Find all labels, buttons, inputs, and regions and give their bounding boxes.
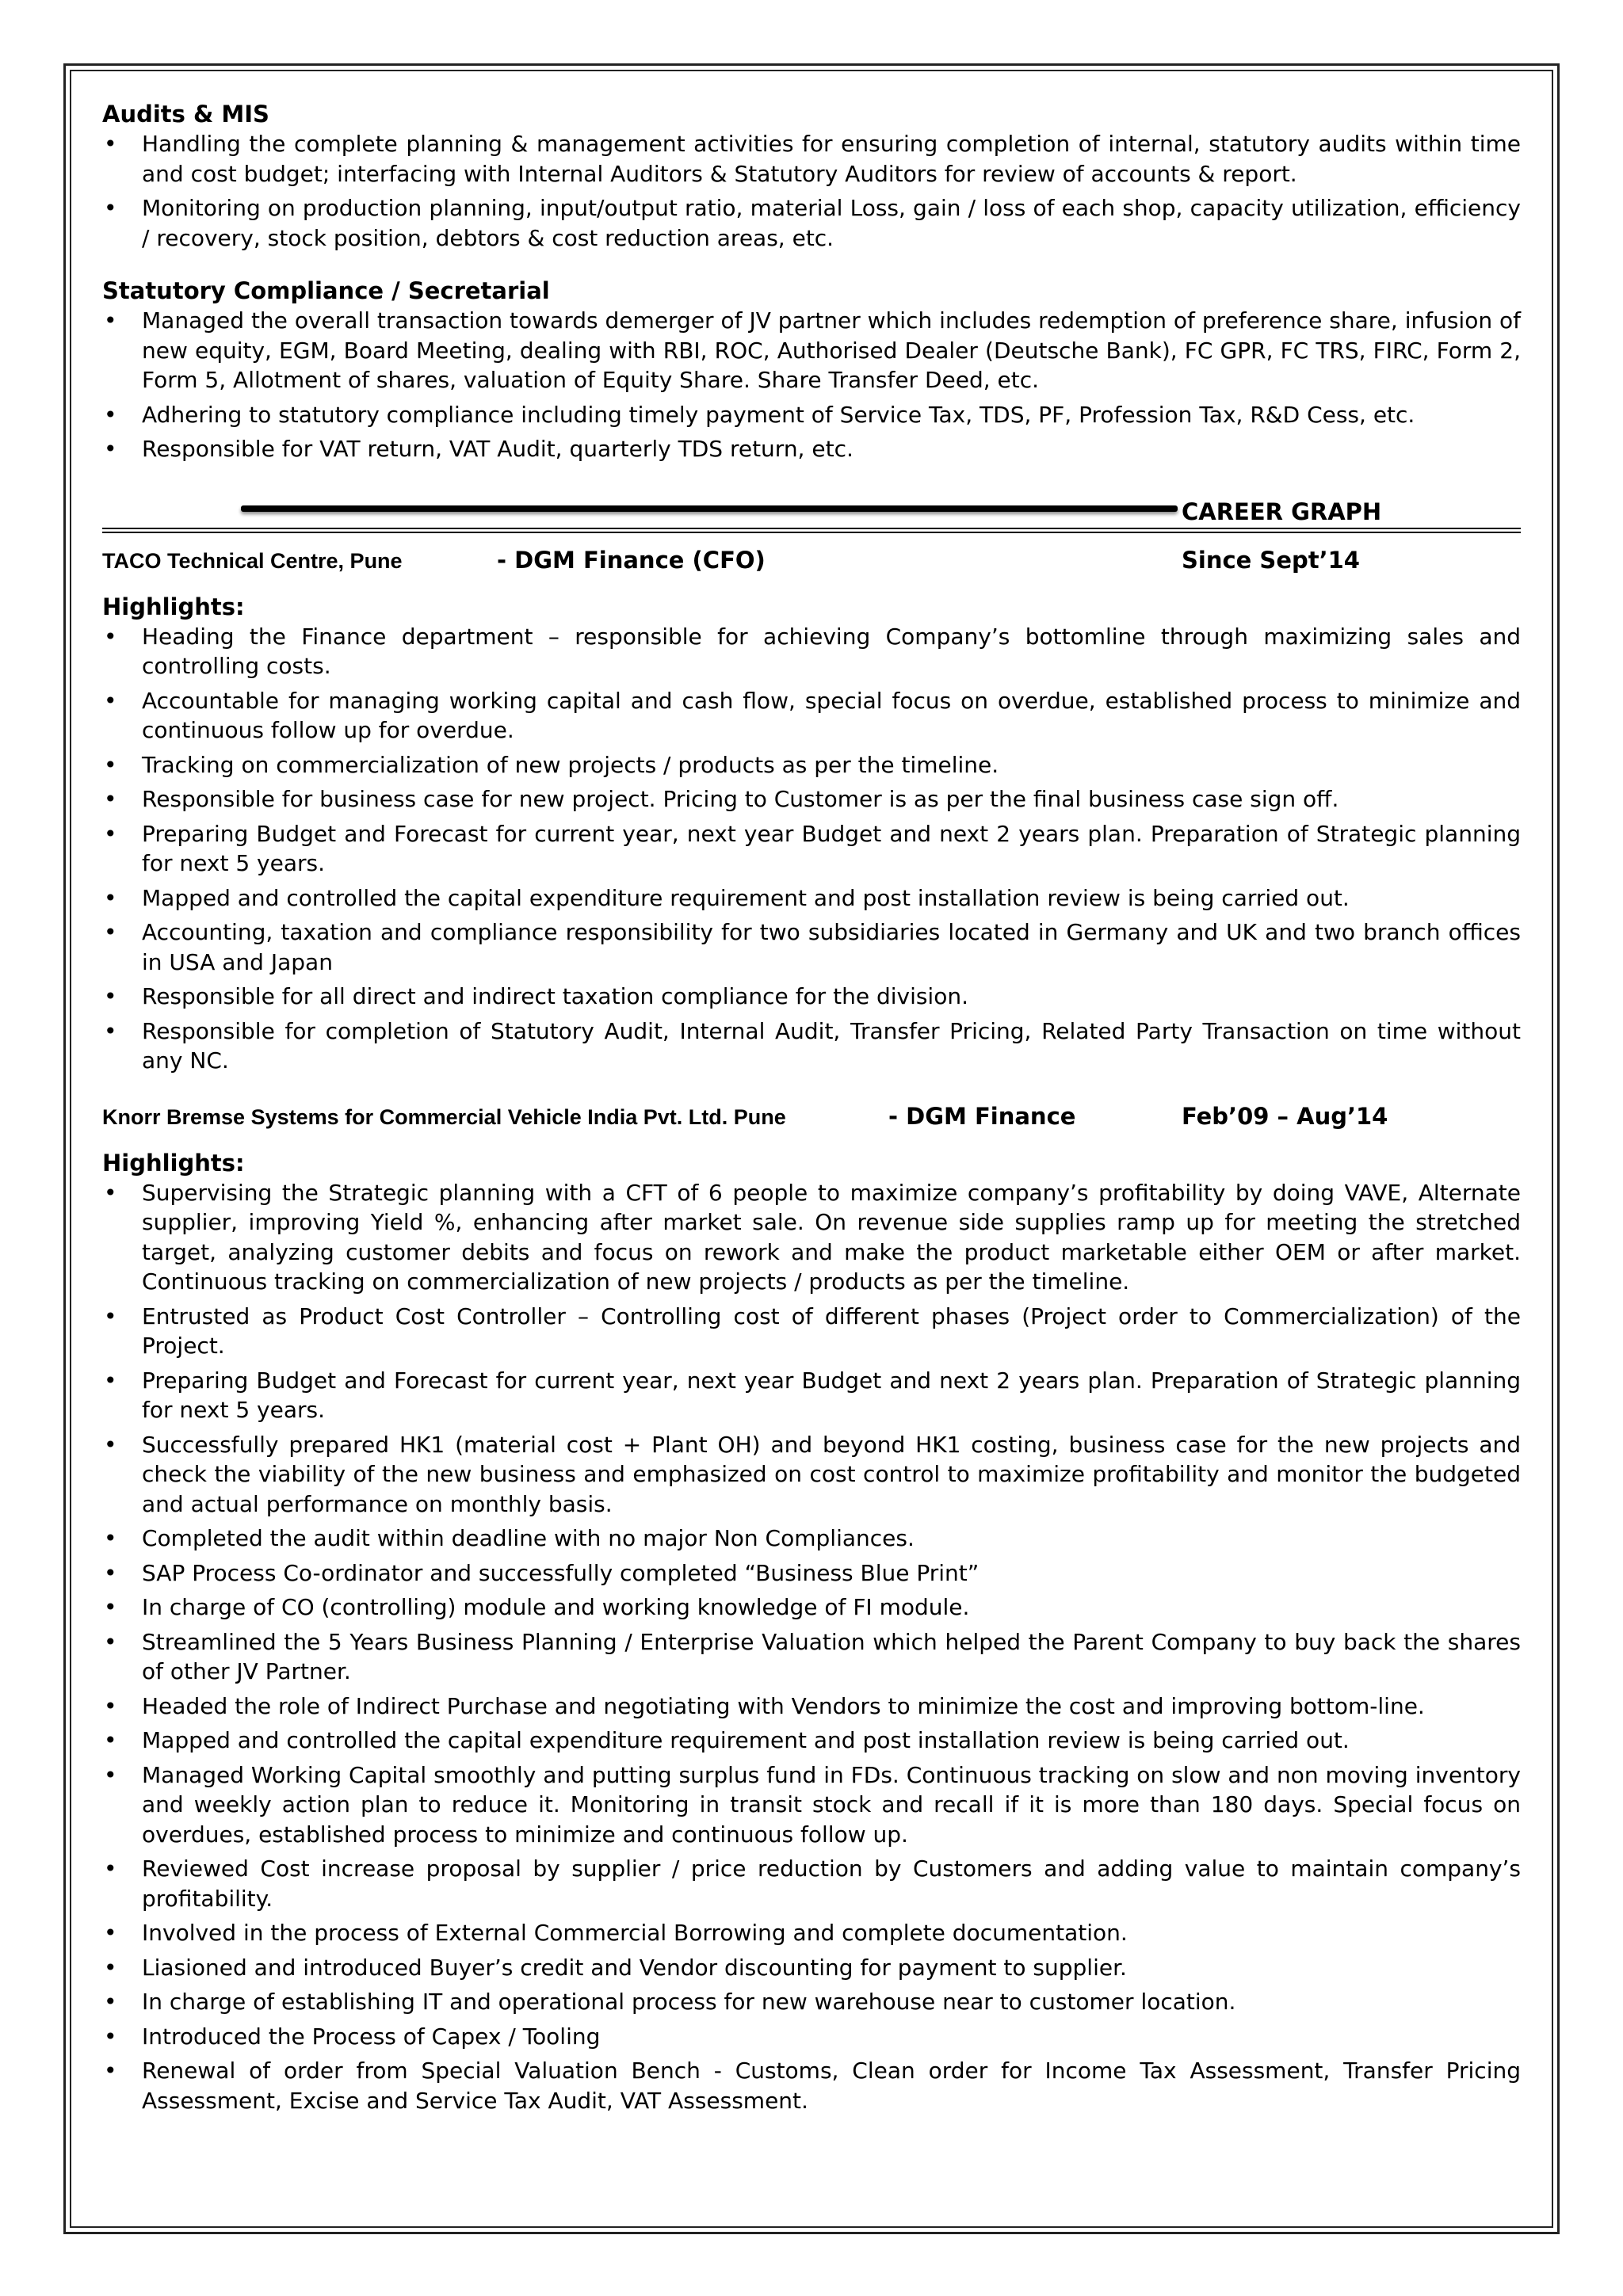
list-item: • Responsible for all direct and indirect taxation compliance for the division. bbox=[102, 982, 1521, 1012]
bullet-icon: • bbox=[104, 751, 117, 778]
list-item: • Introduced the Process of Capex / Tooling bbox=[102, 2022, 1521, 2052]
career-graph-rule bbox=[102, 528, 1521, 533]
list-item: • Responsible for VAT return, VAT Audit, quarterly TDS return, etc. bbox=[102, 434, 1521, 464]
list-item: • Accounting, taxation and compliance responsibility for two subsidiaries located in Germany and UK and two branch offices in USA and Japan bbox=[104, 919, 1521, 975]
list-item: • Preparing Budget and Forecast for current year, next year Budget and next 2 years plan. Preparation of Strategic planning for next 5 years. bbox=[104, 1367, 1521, 1423]
bullet-icon: • bbox=[104, 2058, 117, 2084]
bullet-icon: • bbox=[104, 1727, 117, 1753]
list-item: • Completed the audit within deadline with no major Non Compliances. bbox=[102, 1524, 1521, 1554]
bullet-icon: • bbox=[104, 307, 117, 334]
list-item: • Renewal of order from Special Valuation Bench - Customs, Clean order for Income Tax Assessment, Transfer Pricing Assessment, Excise and Service Tax Audit, VAT Assessment. bbox=[104, 2058, 1521, 2114]
list-item: • SAP Process Co-ordinator and successfully completed “Business Blue Print” bbox=[102, 1558, 1521, 1589]
list-item: • In charge of CO (controlling) module and working knowledge of FI module. bbox=[102, 1592, 1521, 1623]
list-item: • Managed Working Capital smoothly and putting surplus fund in FDs. Continuous tracking on slow and non moving inventory and weekly action plan to reduce it. Monitoring in transit stock and recall if it is more than 180 days. Special focus on overdues, established process to minimize and continuous follow up. bbox=[104, 1761, 1521, 1848]
job-company: Knorr Bremse Systems for Commercial Vehicle India Pvt. Ltd. Pune bbox=[102, 1104, 786, 1129]
bullet-icon: • bbox=[104, 1989, 117, 2015]
bullet-icon: • bbox=[104, 1302, 117, 1329]
job-header-knorr-bremse bbox=[102, 1100, 1521, 1135]
career-graph-bar bbox=[241, 505, 1178, 512]
bullet-icon: • bbox=[104, 131, 117, 157]
list-item: • Liasioned and introduced Buyer’s credit and Vendor discounting for payment to supplier. bbox=[102, 1953, 1521, 1983]
bullet-icon: • bbox=[104, 1628, 117, 1655]
list-item: • Mapped and controlled the capital expenditure requirement and post installation review is being carried out. bbox=[102, 883, 1521, 913]
list-item: • Successfully prepared HK1 (material cost + Plant OH) and beyond HK1 costing, business case for the new projects and check the viability of the new business and emphasized on cost control to maximize profitability and monitor the budgeted and actual performance on monthly basis. bbox=[104, 1431, 1521, 1517]
list-item: • Supervising the Strategic planning with a CFT of 6 people to maximize company’s profitability by doing VAVE, Alternate supplier, improving Yield %, enhancing after market sale. On revenue side supplies ramp up for meeting the stretched target, analyzing customer debits and focus on rework and make the product marketable either OEM or after market. Continuous tracking on commercialization of new projects / products as per the timeline. bbox=[104, 1179, 1521, 1295]
list-item: • Heading the Finance department – responsible for achieving Company’s bottomline through maximizing sales and controlling costs. bbox=[104, 623, 1521, 679]
bullet-icon: • bbox=[104, 919, 117, 945]
bullet-icon: • bbox=[104, 401, 117, 428]
bullet-icon: • bbox=[104, 1017, 117, 1044]
list-item: • Managed the overall transaction towards demerger of JV partner which includes redemption of preference share, infusion of new equity, EGM, Board Meeting, dealing with RBI, ROC, Authorised Dealer (Deutsche Bank), FC GPR, FC TRS, FIRC, Form 2, Form 5, Allotment of shares, valuation of Equity Share. Share Transfer Deed, etc. bbox=[104, 307, 1521, 393]
list-item: • Reviewed Cost increase proposal by supplier / price reduction by Customers and adding value to maintain company’s profitability. bbox=[104, 1855, 1521, 1912]
career-graph-header bbox=[102, 491, 1521, 537]
bullet-icon: • bbox=[104, 1594, 117, 1620]
knorr-highlights-list bbox=[102, 1178, 1521, 2116]
bullet-icon: • bbox=[104, 1525, 117, 1551]
bullet-icon: • bbox=[104, 1179, 117, 1206]
resume-content bbox=[102, 100, 1521, 2120]
bullet-icon: • bbox=[104, 2023, 117, 2050]
list-item: • Streamlined the 5 Years Business Planning / Enterprise Valuation which helped the Parent Company to buy back the shares of other JV Partner. bbox=[104, 1628, 1521, 1684]
bullet-icon: • bbox=[104, 1431, 117, 1458]
section-heading-audits: Audits & MIS bbox=[102, 101, 269, 128]
job-period: Since Sept’14 bbox=[1182, 546, 1360, 574]
bullet-icon: • bbox=[104, 1761, 117, 1788]
list-item: • Monitoring on production planning, input/output ratio, material Loss, gain / loss of each shop, capacity utilization, efficiency / recovery, stock position, debtors & cost reduction areas, etc. bbox=[104, 195, 1521, 251]
list-item: • In charge of establishing IT and operational process for new warehouse near to customer location. bbox=[102, 1987, 1521, 2017]
job-period: Feb’09 – Aug’14 bbox=[1182, 1102, 1388, 1130]
bullet-icon: • bbox=[104, 436, 117, 462]
career-graph-title: CAREER GRAPH bbox=[1182, 498, 1382, 525]
bullet-icon: • bbox=[104, 820, 117, 847]
bullet-icon: • bbox=[104, 195, 117, 221]
bullet-icon: • bbox=[104, 1559, 117, 1586]
bullet-icon: • bbox=[104, 1954, 117, 1981]
highlights-label: Highlights: bbox=[102, 1149, 245, 1177]
list-item: • Responsible for completion of Statutory Audit, Internal Audit, Transfer Pricing, Related Party Transaction on time without any NC. bbox=[104, 1017, 1521, 1074]
job-role: - DGM Finance bbox=[888, 1102, 1076, 1130]
bullet-icon: • bbox=[104, 786, 117, 812]
section-heading-statutory: Statutory Compliance / Secretarial bbox=[102, 277, 550, 304]
list-item: • Mapped and controlled the capital expenditure requirement and post installation review is being carried out. bbox=[102, 1726, 1521, 1756]
list-item: • Headed the role of Indirect Purchase and negotiating with Vendors to minimize the cost and improving bottom-line. bbox=[102, 1691, 1521, 1722]
list-item: • Involved in the process of External Commercial Borrowing and complete documentation. bbox=[102, 1918, 1521, 1948]
bullet-icon: • bbox=[104, 1855, 117, 1882]
job-role: - DGM Finance (CFO) bbox=[497, 546, 766, 574]
job-company: TACO Technical Centre, Pune bbox=[102, 548, 403, 573]
bullet-icon: • bbox=[104, 983, 117, 1009]
list-item: • Accountable for managing working capital and cash flow, special focus on overdue, established process to minimize and continuous follow up for overdue. bbox=[104, 687, 1521, 743]
bullet-icon: • bbox=[104, 884, 117, 911]
list-item: • Entrusted as Product Cost Controller – Controlling cost of different phases (Project order to Commercialization) of the Project. bbox=[104, 1302, 1521, 1359]
bullet-icon: • bbox=[104, 1692, 117, 1719]
bullet-icon: • bbox=[104, 623, 117, 650]
list-item: • Preparing Budget and Forecast for current year, next year Budget and next 2 years plan. Preparation of Strategic planning for next 5 years. bbox=[104, 820, 1521, 876]
bullet-icon: • bbox=[104, 1920, 117, 1946]
bullet-icon: • bbox=[104, 687, 117, 714]
audits-bullet-list bbox=[102, 129, 1521, 253]
list-item: • Responsible for business case for new project. Pricing to Customer is as per the final business case sign off. bbox=[102, 784, 1521, 814]
list-item: • Adhering to statutory compliance including timely payment of Service Tax, TDS, PF, Profession Tax, R&D Cess, etc. bbox=[102, 400, 1521, 430]
taco-highlights-list bbox=[102, 622, 1521, 1076]
job-header-taco bbox=[102, 543, 1521, 578]
highlights-label: Highlights: bbox=[102, 593, 245, 620]
list-item: • Handling the complete planning & management activities for ensuring completion of internal, statutory audits within time and cost budget; interfacing with Internal Auditors & Statutory Auditors for review of accounts & report. bbox=[104, 131, 1521, 187]
list-item: • Tracking on commercialization of new projects / products as per the timeline. bbox=[102, 750, 1521, 780]
bullet-icon: • bbox=[104, 1367, 117, 1394]
statutory-bullet-list bbox=[102, 306, 1521, 464]
